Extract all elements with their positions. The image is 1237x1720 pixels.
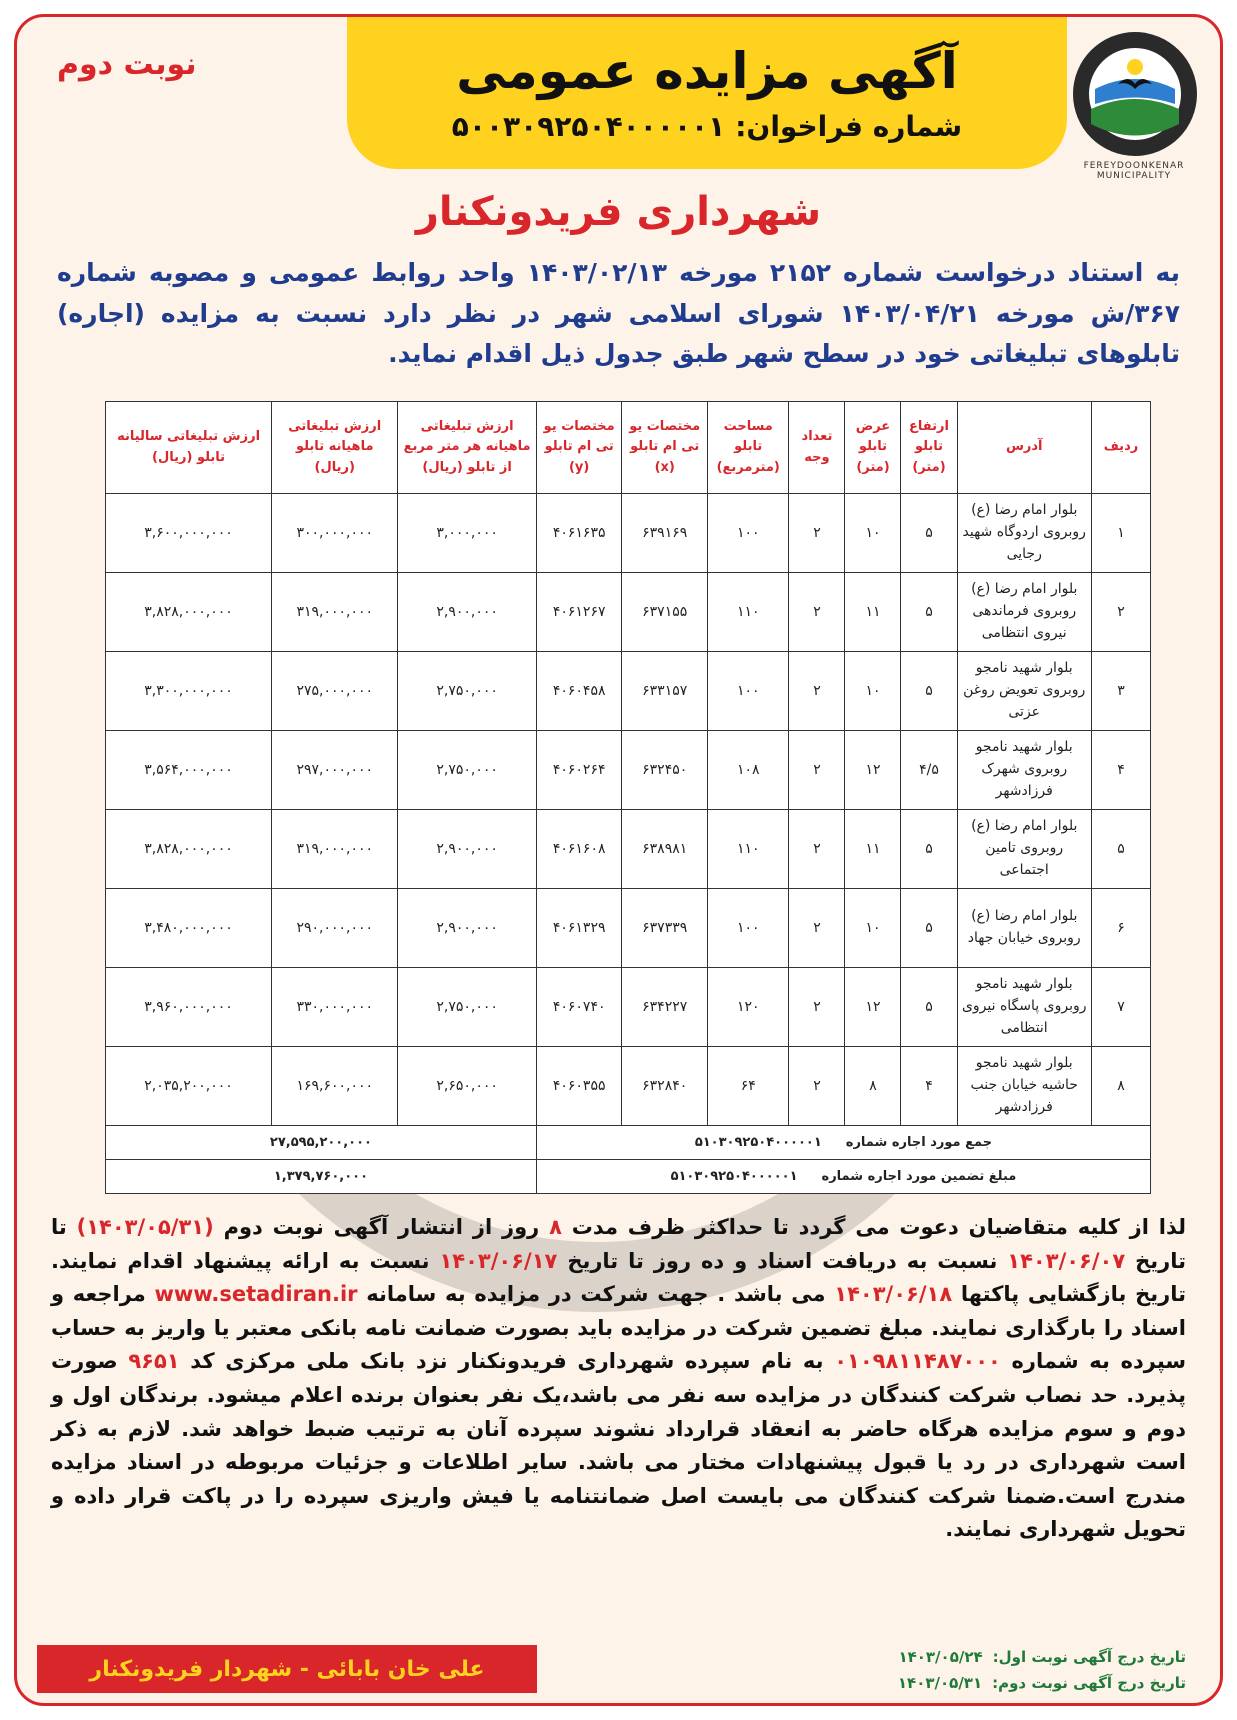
cell-faces: ۲ (789, 968, 845, 1047)
cell-address: بلوار شهید نامجو روبروی پاسگاه نیروی انتظامی (957, 968, 1091, 1047)
cell-per-m2: ۳,۰۰۰,۰۰۰ (398, 494, 537, 573)
cell-monthly: ۳۳۰,۰۰۰,۰۰۰ (272, 968, 398, 1047)
cell-yearly: ۳,۳۰۰,۰۰۰,۰۰۰ (106, 652, 272, 731)
cell-utm-y: ۴۰۶۱۲۶۷ (536, 573, 622, 652)
body-text-segment: می باشد . جهت شرکت در مزایده به سامانه (366, 1282, 826, 1307)
cell-height: ۵ (901, 889, 957, 968)
header-cell: ردیف (1091, 402, 1150, 494)
body-text-segment: نسبت به ارائه پیشنهاد اقدام نمایند. تاریخ بازگشایی پاکتها (51, 1248, 1186, 1307)
cell-utm-x: ۶۳۲۸۴۰ (622, 1047, 708, 1126)
cell-faces: ۲ (789, 573, 845, 652)
cell-row-number: ۲ (1091, 573, 1150, 652)
header-cell: عرض تابلو (متر) (845, 402, 901, 494)
header-cell: ارزش تبلیغاتی ماهیانه تابلو (ریال) (272, 402, 398, 494)
cell-area: ۱۰۰ (707, 889, 788, 968)
cell-per-m2: ۲,۷۵۰,۰۰۰ (398, 731, 537, 810)
guarantee-value: ۱,۳۷۹,۷۶۰,۰۰۰ (106, 1160, 537, 1194)
call-number: ۵۰۰۳۰۹۲۵۰۴۰۰۰۰۰۱ (451, 110, 726, 144)
cell-utm-y: ۴۰۶۱۶۳۵ (536, 494, 622, 573)
total-label: جمع مورد اجاره شماره (845, 1135, 993, 1150)
cell-yearly: ۳,۵۶۴,۰۰۰,۰۰۰ (106, 731, 272, 810)
mayor-signature: علی خان بابائی - شهردار فریدونکنار (37, 1645, 537, 1693)
header-cell: آدرس (957, 402, 1091, 494)
total-value: ۲۷,۵۹۵,۲۰۰,۰۰۰ (106, 1126, 537, 1160)
cell-width: ۱۰ (845, 889, 901, 968)
total-ref: ۵۱۰۳۰۹۲۵۰۴۰۰۰۰۰۱ (694, 1135, 822, 1150)
body-text-segment: به نام سپرده شهرداری فریدونکنار نزد بانک ملی مرکزی کد (190, 1349, 824, 1374)
cell-utm-x: ۶۳۸۹۸۱ (622, 810, 708, 889)
header-cell: ارتفاع تابلو (متر) (901, 402, 957, 494)
cell-width: ۱۱ (845, 810, 901, 889)
billboard-table (105, 401, 1151, 1194)
branch-code: ۹۶۵۱ (128, 1349, 180, 1374)
cell-address: بلوار امام رضا (ع) روبروی تامین اجتماعی (957, 810, 1091, 889)
first-publication (898, 1645, 1186, 1671)
cell-height: ۵ (901, 968, 957, 1047)
cell-row-number: ۷ (1091, 968, 1150, 1047)
body-text-segment: صورت پذیرد. حد نصاب شرکت کنندگان در مزایده سه نفر می باشد،یک نفر بعنوان برنده اعلام میشود. برندگان اول و دوم و سوم مزایده هرگاه حاضر به انعقاد قرارداد نشوند سپرده آنان به ترتیب ضبط خواهد شد. لازم به ذکر است شهرداری در رد یا قبول پیشنهادات مختار می باشد. سایر اطلاعات و جزئیات مربوطه در اسناد مزایده مندرج است.ضمنا شرکت کنندگان می بایست اصل ضمانتنامه یا فیش واریزی سپرده را در پاکت قرار داده و تحویل شهرداری نمایند. (51, 1349, 1186, 1542)
cell-area: ۱۰۸ (707, 731, 788, 810)
cell-utm-y: ۴۰۶۱۶۰۸ (536, 810, 622, 889)
cell-per-m2: ۲,۷۵۰,۰۰۰ (398, 968, 537, 1047)
cell-height: ۵ (901, 494, 957, 573)
cell-monthly: ۳۱۹,۰۰۰,۰۰۰ (272, 573, 398, 652)
second-publication (898, 1671, 1186, 1697)
header-band (347, 17, 1067, 169)
cell-address: بلوار امام رضا (ع) روبروی خیابان جهاد (957, 889, 1091, 968)
header-cell: ارزش تبلیغاتی ماهیانه هر متر مربع از تابلو (ریال) (398, 402, 537, 494)
cell-monthly: ۲۹۰,۰۰۰,۰۰۰ (272, 889, 398, 968)
table-body (106, 494, 1151, 1194)
cell-yearly: ۳,۴۸۰,۰۰۰,۰۰۰ (106, 889, 272, 968)
cell-row-number: ۱ (1091, 494, 1150, 573)
cell-yearly: ۳,۸۲۸,۰۰۰,۰۰۰ (106, 573, 272, 652)
table-row (106, 1047, 1151, 1126)
cell-area: ۱۱۰ (707, 810, 788, 889)
cell-monthly: ۱۶۹,۶۰۰,۰۰۰ (272, 1047, 398, 1126)
cell-per-m2: ۲,۹۰۰,۰۰۰ (398, 573, 537, 652)
days-count: ۸ (549, 1215, 562, 1239)
cell-area: ۱۰۰ (707, 652, 788, 731)
table-row (106, 652, 1151, 731)
cell-faces: ۲ (789, 889, 845, 968)
cell-utm-x: ۶۳۷۳۳۹ (622, 889, 708, 968)
table-row (106, 573, 1151, 652)
cell-height: ۵ (901, 810, 957, 889)
cell-faces: ۲ (789, 810, 845, 889)
municipality-name: شهرداری فریدونکنار (415, 189, 822, 235)
table-row (106, 889, 1151, 968)
cell-width: ۱۰ (845, 652, 901, 731)
notice-title: آگهی مزایده عمومی (456, 41, 958, 100)
second-publication-date: ۱۴۰۳/۰۵/۳۱ (897, 1673, 983, 1692)
cell-row-number: ۸ (1091, 1047, 1150, 1126)
header-cell: مساحت تابلو (مترمربع) (707, 402, 788, 494)
first-publication-date: ۱۴۰۳/۰۵/۲۴ (898, 1648, 983, 1666)
cell-utm-y: ۴۰۶۰۳۵۵ (536, 1047, 622, 1126)
cell-faces: ۲ (789, 652, 845, 731)
cell-width: ۱۲ (845, 731, 901, 810)
table-header-row (106, 402, 1151, 494)
call-number-label: شماره فراخوان: (735, 110, 963, 144)
cell-height: ۵ (901, 652, 957, 731)
cell-height: ۴ (901, 1047, 957, 1126)
cell-monthly: ۳۰۰,۰۰۰,۰۰۰ (272, 494, 398, 573)
cell-utm-y: ۴۰۶۱۳۲۹ (536, 889, 622, 968)
cell-utm-x: ۶۳۴۲۲۷ (622, 968, 708, 1047)
header-cell: ارزش تبلیغاتی سالیانه تابلو (ریال) (106, 402, 272, 494)
cell-faces: ۲ (789, 494, 845, 573)
cell-address: بلوار امام رضا (ع) روبروی اردوگاه شهید رجایی (957, 494, 1091, 573)
docs-deadline-date: ۱۴۰۳/۰۶/۰۷ (1007, 1248, 1126, 1273)
cell-area: ۱۲۰ (707, 968, 788, 1047)
body-text-segment: لذا از کلیه متقاضیان دعوت می گردد تا حداکثر ظرف مدت (571, 1215, 1187, 1239)
cell-row-number: ۳ (1091, 652, 1150, 731)
round-label: نوبت دوم (57, 47, 197, 82)
guarantee-row (106, 1160, 1151, 1194)
cell-yearly: ۳,۶۰۰,۰۰۰,۰۰۰ (106, 494, 272, 573)
header-cell: مختصات یو تی ام تابلو (y) (536, 402, 622, 494)
table-row (106, 810, 1151, 889)
cell-address: بلوار شهید نامجو حاشیه خیابان جنب فرزادشهر (957, 1047, 1091, 1126)
cell-yearly: ۳,۸۲۸,۰۰۰,۰۰۰ (106, 810, 272, 889)
guarantee-label-cell (536, 1160, 1150, 1194)
table-row (106, 968, 1151, 1047)
call-number-row (452, 110, 962, 143)
cell-per-m2: ۲,۶۵۰,۰۰۰ (398, 1047, 537, 1126)
total-row (106, 1126, 1151, 1160)
cell-utm-y: ۴۰۶۰۲۶۴ (536, 731, 622, 810)
header-cell: مختصات یو تی ام تابلو (x) (622, 402, 708, 494)
cell-width: ۸ (845, 1047, 901, 1126)
intro-paragraph: به استناد درخواست شماره ۲۱۵۲ مورخه ۱۴۰۳/۰۲/۱۳ واحد روابط عمومی و مصوبه شماره ۳۶۷/ش مورخه ۱۴۰۳/۰۴/۲۱ شورای اسلامی شهر در نظر دارد نسبت به مزایده (اجاره) تابلوهای تبلیغاتی خود در سطح شهر طبق جدول ذیل اقدام نماید. (57, 258, 1181, 368)
municipality-emblem-icon (1070, 29, 1200, 159)
header-cell: تعداد وجه (789, 402, 845, 494)
cell-width: ۱۰ (845, 494, 901, 573)
account-number: ۰۱۰۹۸۱۱۴۸۷۰۰۰ (834, 1349, 1001, 1374)
logo-caption: FEREYDOONKENAR MUNICIPALITY (1083, 161, 1185, 181)
total-label-cell (536, 1126, 1150, 1160)
offer-deadline-date: ۱۴۰۳/۰۶/۱۷ (439, 1248, 558, 1273)
cell-height: ۴/۵ (901, 731, 957, 810)
notice-frame (14, 14, 1223, 1706)
cell-row-number: ۴ (1091, 731, 1150, 810)
body-text-segment: مراجعه و اسناد را بارگذاری نمایند. مبلغ تضمین شرکت در مزایده باید بصورت ضمانت نامه بانکی معتبر یا واریز به حساب سپرده به شماره (51, 1282, 1187, 1374)
publish-date: (۱۴۰۳/۰۵/۳۱) (76, 1215, 214, 1239)
first-publication-label: تاریخ درج آگهی نوبت اول: (992, 1648, 1186, 1666)
cell-utm-y: ۴۰۶۰۴۵۸ (536, 652, 622, 731)
cell-area: ۶۴ (707, 1047, 788, 1126)
body-text-segment: روز از انتشار آگهی نوبت دوم (223, 1215, 540, 1239)
cell-address: بلوار شهید نامجو روبروی شهرک فرزادشهر (957, 731, 1091, 810)
cell-per-m2: ۲,۹۰۰,۰۰۰ (398, 889, 537, 968)
cell-monthly: ۲۷۵,۰۰۰,۰۰۰ (272, 652, 398, 731)
opening-date: ۱۴۰۳/۰۶/۱۸ (834, 1282, 953, 1307)
cell-address: بلوار امام رضا (ع) روبروی فرماندهی نیروی انتظامی (957, 573, 1091, 652)
cell-address: بلوار شهید نامجو روبروی تعویض روغن عزتی (957, 652, 1091, 731)
cell-row-number: ۵ (1091, 810, 1150, 889)
body-text-segment: تا تاریخ (51, 1215, 1187, 1273)
cell-utm-y: ۴۰۶۰۷۴۰ (536, 968, 622, 1047)
cell-utm-x: ۶۳۲۴۵۰ (622, 731, 708, 810)
cell-utm-x: ۶۳۷۱۵۵ (622, 573, 708, 652)
body-text-segment: نسبت به دریافت اسناد و ده روز تا تاریخ (567, 1248, 998, 1273)
cell-yearly: ۲,۰۳۵,۲۰۰,۰۰۰ (106, 1047, 272, 1126)
cell-utm-x: ۶۳۹۱۶۹ (622, 494, 708, 573)
cell-yearly: ۳,۹۶۰,۰۰۰,۰۰۰ (106, 968, 272, 1047)
cell-width: ۱۱ (845, 573, 901, 652)
cell-per-m2: ۲,۷۵۰,۰۰۰ (398, 652, 537, 731)
cell-height: ۵ (901, 573, 957, 652)
cell-faces: ۲ (789, 731, 845, 810)
cell-width: ۱۲ (845, 968, 901, 1047)
cell-per-m2: ۲,۹۰۰,۰۰۰ (398, 810, 537, 889)
second-publication-label: تاریخ درج آگهی نوبت دوم: (992, 1673, 1186, 1692)
cell-monthly: ۳۱۹,۰۰۰,۰۰۰ (272, 810, 398, 889)
cell-area: ۱۰۰ (707, 494, 788, 573)
publication-dates (898, 1645, 1186, 1696)
guarantee-label: مبلغ تضمین مورد اجاره شماره (821, 1169, 1017, 1184)
guarantee-ref: ۵۱۰۳۰۹۲۵۰۴۰۰۰۰۰۱ (670, 1169, 798, 1184)
cell-area: ۱۱۰ (707, 573, 788, 652)
cell-utm-x: ۶۳۳۱۵۷ (622, 652, 708, 731)
conditions-paragraph (51, 1211, 1186, 1547)
table-row (106, 731, 1151, 810)
cell-faces: ۲ (789, 1047, 845, 1126)
cell-monthly: ۲۹۷,۰۰۰,۰۰۰ (272, 731, 398, 810)
table-row (106, 494, 1151, 573)
cell-row-number: ۶ (1091, 889, 1150, 968)
setadiran-link[interactable]: www.setadiran.ir (154, 1282, 358, 1307)
